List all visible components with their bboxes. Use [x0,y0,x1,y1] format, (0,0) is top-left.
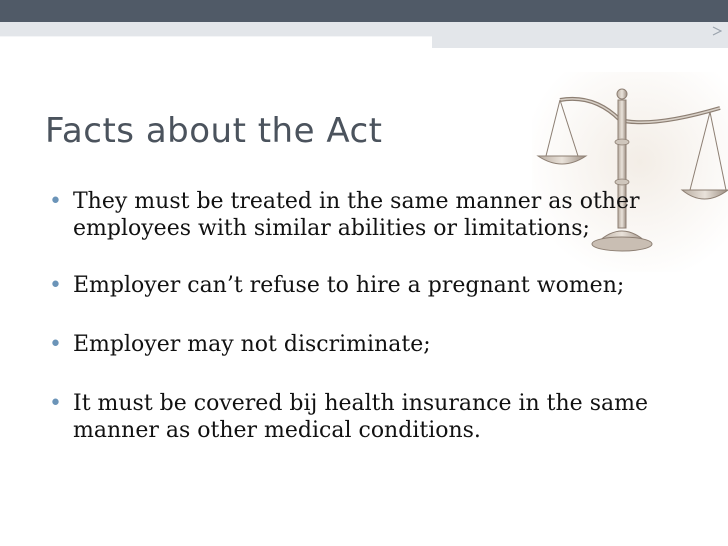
bullet-text: Employer may not discriminate; [73,332,431,357]
slide-title: Facts about the Act [45,111,383,151]
chevron-icon [712,26,722,36]
bullet-list [48,188,698,444]
bullet-item [48,272,698,299]
bullet-item [48,390,698,444]
bullet-text: Employer can’t refuse to hire a pregnant women; [73,273,625,298]
header-bar [0,0,728,22]
bullet-marker: • [49,189,62,214]
bullet-text: They must be treated in the same manner as other employees with similar abilities or limitations; [73,189,640,241]
bullet-marker: • [49,391,62,416]
bullet-marker: • [49,332,62,357]
bullet-item [48,331,698,358]
bullet-marker: • [49,273,62,298]
header-accent-tab [432,30,728,48]
header-divider [0,36,432,37]
bullet-text: It must be covered bij health insurance in the same manner as other medical conditions. [73,391,648,443]
bullet-item [48,188,698,242]
